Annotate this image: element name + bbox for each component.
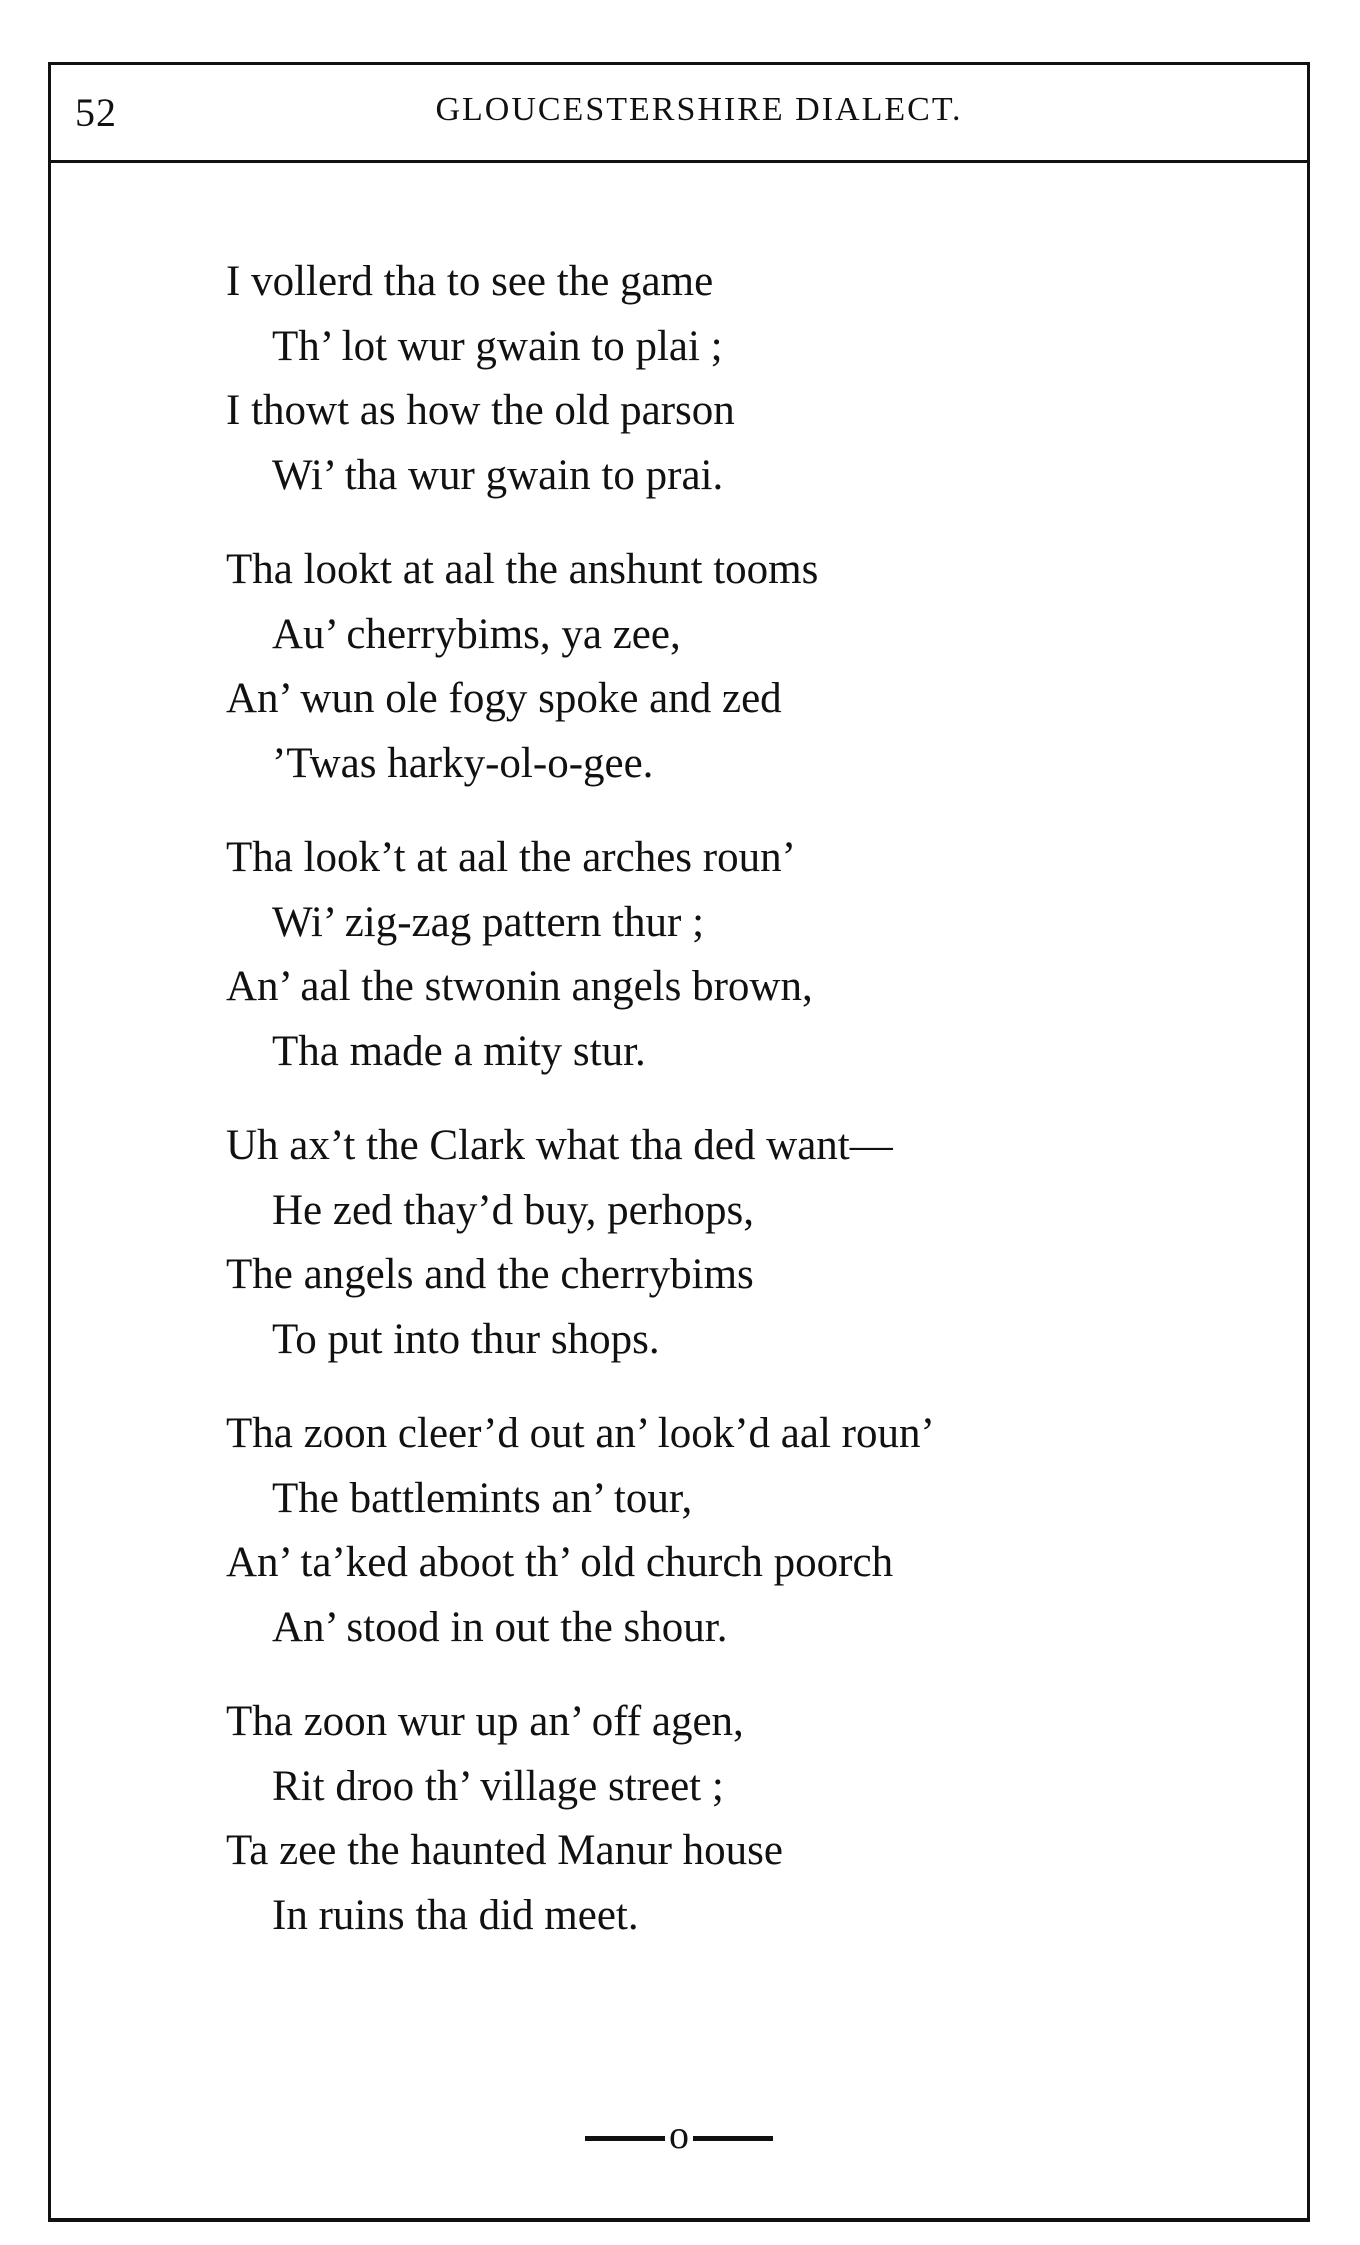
poem-line: In ruins tha did meet. [272, 1891, 639, 1939]
poem-line: Wi’ tha wur gwain to prai. [272, 451, 724, 499]
poem-line: Uh ax’t the Clark what tha ded want— [226, 1122, 893, 1169]
poem-line: An’ wun ole fogy spoke and zed [226, 675, 782, 722]
poem-line: Tha made a mity stur. [272, 1027, 646, 1075]
poem-line: ’Twas harky-ol-o-gee. [272, 739, 654, 787]
poem-line: I thowt as how the old parson [226, 387, 735, 434]
stanza [226, 1114, 1226, 1372]
poem-line: An’ stood in out the shour. [272, 1603, 728, 1651]
poem-line: To put into thur shops. [272, 1315, 660, 1363]
stanza [226, 826, 1226, 1084]
poem-line: He zed thay’d buy, perhops, [272, 1186, 755, 1234]
header-rule [51, 160, 1307, 163]
page-number: 52 [75, 90, 117, 135]
poem-line: Th’ lot wur gwain to plai ; [272, 322, 723, 370]
poem [226, 250, 1226, 1978]
poem-line: The battlemints an’ tour, [272, 1474, 693, 1522]
poem-line: Tha look’t at aal the arches roun’ [226, 834, 796, 881]
poem-line: Tha lookt at aal the anshunt tooms [226, 546, 819, 593]
poem-line: Tha zoon wur up an’ off agen, [226, 1698, 744, 1745]
stanza [226, 250, 1226, 508]
end-ornament [51, 2112, 1307, 2157]
poem-line: Tha zoon cleer’d out an’ look’d aal roun’ [226, 1410, 935, 1457]
poem-line: Wi’ zig-zag pattern thur ; [272, 898, 705, 946]
page-frame [48, 62, 1310, 2222]
page-header [51, 65, 1307, 160]
poem-line: The angels and the cherrybims [226, 1251, 754, 1298]
poem-line: Au’ cherrybims, ya zee, [272, 610, 681, 658]
ornament-rule-right [693, 2136, 773, 2141]
ornament-rule-left [585, 2136, 665, 2141]
poem-line: Rit droo th’ village street ; [272, 1762, 724, 1810]
poem-line: Ta zee the haunted Manur house [226, 1827, 783, 1874]
running-title: GLOUCESTERSHIRE DIALECT. [435, 91, 963, 128]
poem-line: I vollerd tha to see the game [226, 258, 714, 305]
stanza [226, 538, 1226, 796]
poem-line: An’ aal the stwonin angels brown, [226, 963, 813, 1010]
stanza [226, 1402, 1226, 1660]
poem-line: An’ ta’ked aboot th’ old church poorch [226, 1539, 894, 1586]
ornament-circle: o [669, 2112, 689, 2157]
stanza [226, 1690, 1226, 1948]
